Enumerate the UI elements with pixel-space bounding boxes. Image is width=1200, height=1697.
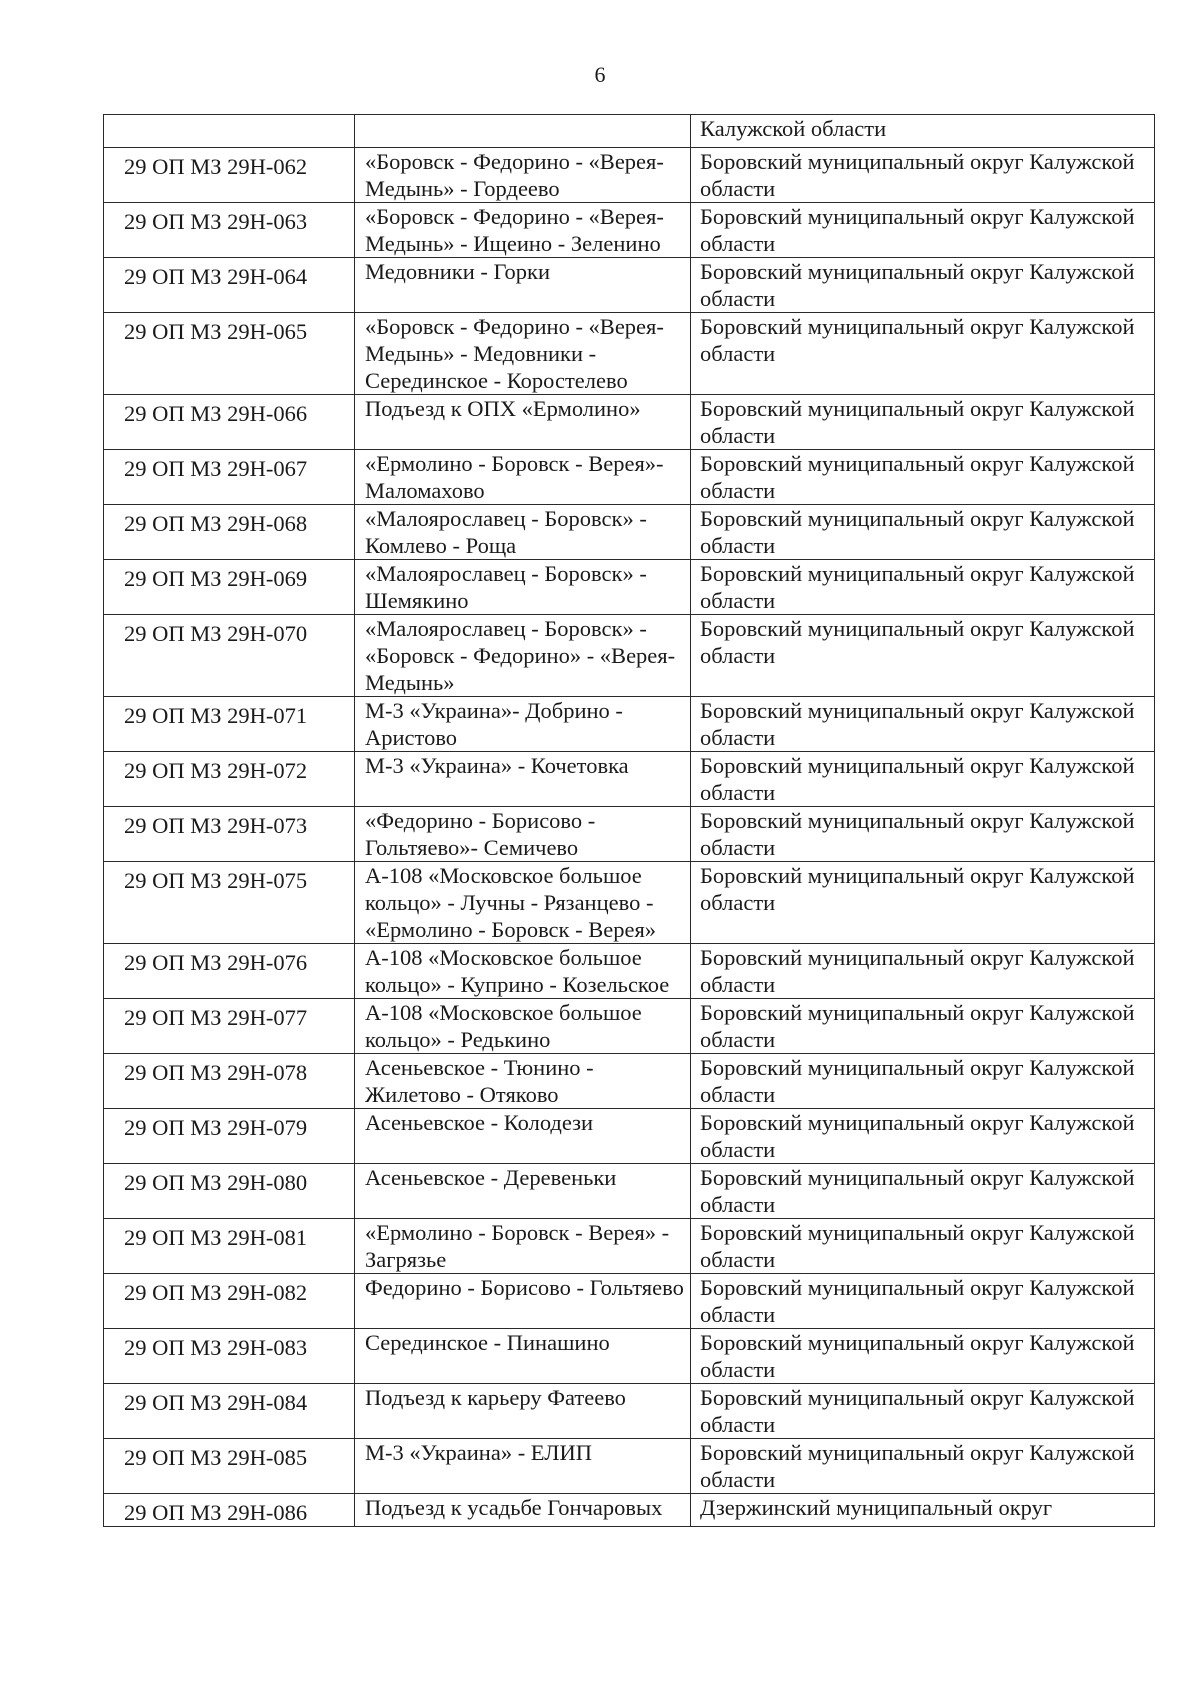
table-row: [104, 203, 1155, 258]
table-row: [104, 697, 1155, 752]
table-row: [104, 115, 1155, 148]
road-district-cell: Боровский муниципальный округ Калужской области: [691, 450, 1155, 505]
page-number: 6: [594, 62, 606, 87]
road-name-cell: «Боровск - Федорино - «Верея-Медынь» - Медовники - Серединское - Коростелево: [355, 313, 691, 395]
table-row: [104, 560, 1155, 615]
road-name-cell: «Ермолино - Боровск - Верея»-Маломахово: [355, 450, 691, 505]
road-name-cell: «Малоярославец - Боровск» - Комлево - Роща: [355, 505, 691, 560]
table-row: [104, 258, 1155, 313]
table-row: [104, 807, 1155, 862]
road-district-cell: Боровский муниципальный округ Калужской области: [691, 395, 1155, 450]
road-district-cell: Боровский муниципальный округ Калужской области: [691, 505, 1155, 560]
road-code-cell: 29 ОП МЗ 29Н-066: [104, 395, 355, 450]
road-district-cell: Боровский муниципальный округ Калужской области: [691, 560, 1155, 615]
road-district-cell: Боровский муниципальный округ Калужской области: [691, 1219, 1155, 1274]
table-row: [104, 752, 1155, 807]
road-name-cell: «Федорино - Борисово - Гольтяево»- Семичево: [355, 807, 691, 862]
road-code-cell: 29 ОП МЗ 29Н-072: [104, 752, 355, 807]
road-name-cell: Федорино - Борисово - Гольтяево: [355, 1274, 691, 1329]
road-name-cell: Асеньевское - Деревеньки: [355, 1164, 691, 1219]
road-name-cell: А-108 «Московское большое кольцо» - Лучны - Рязанцево - «Ермолино - Боровск - Верея»: [355, 862, 691, 944]
road-district-cell: Боровский муниципальный округ Калужской области: [691, 944, 1155, 999]
road-name-cell: «Малоярославец - Боровск» - Шемякино: [355, 560, 691, 615]
road-name-cell: [355, 115, 691, 148]
road-code-cell: 29 ОП МЗ 29Н-086: [104, 1494, 355, 1527]
road-code-cell: 29 ОП МЗ 29Н-078: [104, 1054, 355, 1109]
road-code-cell: [104, 115, 355, 148]
road-name-cell: М-3 «Украина»- Добрино - Аристово: [355, 697, 691, 752]
road-code-cell: 29 ОП МЗ 29Н-076: [104, 944, 355, 999]
road-code-cell: 29 ОП МЗ 29Н-068: [104, 505, 355, 560]
road-code-cell: 29 ОП МЗ 29Н-083: [104, 1329, 355, 1384]
road-name-cell: Подъезд к ОПХ «Ермолино»: [355, 395, 691, 450]
road-code-cell: 29 ОП МЗ 29Н-080: [104, 1164, 355, 1219]
road-district-cell: Боровский муниципальный округ Калужской области: [691, 1329, 1155, 1384]
road-code-cell: 29 ОП МЗ 29Н-077: [104, 999, 355, 1054]
road-name-cell: Подъезд к карьеру Фатеево: [355, 1384, 691, 1439]
road-code-cell: 29 ОП МЗ 29Н-071: [104, 697, 355, 752]
roads-table-body: [104, 115, 1155, 1527]
road-code-cell: 29 ОП МЗ 29Н-065: [104, 313, 355, 395]
road-district-cell: Боровский муниципальный округ Калужской области: [691, 1164, 1155, 1219]
table-row: [104, 313, 1155, 395]
road-name-cell: А-108 «Московское большое кольцо» - Куприно - Козельское: [355, 944, 691, 999]
road-district-cell: Боровский муниципальный округ Калужской области: [691, 1274, 1155, 1329]
road-district-cell: Боровский муниципальный округ Калужской области: [691, 862, 1155, 944]
table-row: [104, 1384, 1155, 1439]
table-row: [104, 450, 1155, 505]
road-district-cell: Калужской области: [691, 115, 1155, 148]
road-district-cell: Боровский муниципальный округ Калужской области: [691, 999, 1155, 1054]
roads-table: [103, 114, 1155, 1527]
road-code-cell: 29 ОП МЗ 29Н-062: [104, 148, 355, 203]
road-name-cell: М-3 «Украина» - ЕЛИП: [355, 1439, 691, 1494]
road-code-cell: 29 ОП МЗ 29Н-079: [104, 1109, 355, 1164]
table-row: [104, 395, 1155, 450]
table-row: [104, 148, 1155, 203]
table-row: [104, 1109, 1155, 1164]
table-row: [104, 1439, 1155, 1494]
road-name-cell: Асеньевское - Колодези: [355, 1109, 691, 1164]
table-row: [104, 1274, 1155, 1329]
road-name-cell: Асеньевское - Тюнино - Жилетово - Отяково: [355, 1054, 691, 1109]
road-district-cell: Боровский муниципальный округ Калужской области: [691, 807, 1155, 862]
table-row: [104, 862, 1155, 944]
road-district-cell: Боровский муниципальный округ Калужской области: [691, 615, 1155, 697]
road-district-cell: Боровский муниципальный округ Калужской области: [691, 752, 1155, 807]
road-district-cell: Боровский муниципальный округ Калужской области: [691, 258, 1155, 313]
road-district-cell: Боровский муниципальный округ Калужской области: [691, 1384, 1155, 1439]
road-district-cell: Боровский муниципальный округ Калужской области: [691, 1439, 1155, 1494]
road-name-cell: «Ермолино - Боровск - Верея» - Загрязье: [355, 1219, 691, 1274]
road-code-cell: 29 ОП МЗ 29Н-063: [104, 203, 355, 258]
road-name-cell: А-108 «Московское большое кольцо» - Редькино: [355, 999, 691, 1054]
table-row: [104, 1494, 1155, 1527]
table-row: [104, 1219, 1155, 1274]
table-row: [104, 505, 1155, 560]
table-row: [104, 944, 1155, 999]
road-code-cell: 29 ОП МЗ 29Н-064: [104, 258, 355, 313]
road-code-cell: 29 ОП МЗ 29Н-084: [104, 1384, 355, 1439]
road-district-cell: Боровский муниципальный округ Калужской области: [691, 313, 1155, 395]
road-district-cell: Дзержинский муниципальный округ: [691, 1494, 1155, 1527]
table-row: [104, 1164, 1155, 1219]
road-name-cell: М-3 «Украина» - Кочетовка: [355, 752, 691, 807]
road-district-cell: Боровский муниципальный округ Калужской области: [691, 148, 1155, 203]
road-name-cell: «Малоярославец - Боровск» - «Боровск - Федорино» - «Верея-Медынь»: [355, 615, 691, 697]
road-code-cell: 29 ОП МЗ 29Н-069: [104, 560, 355, 615]
table-row: [104, 1054, 1155, 1109]
table-row: [104, 999, 1155, 1054]
road-code-cell: 29 ОП МЗ 29Н-073: [104, 807, 355, 862]
table-row: [104, 615, 1155, 697]
road-district-cell: Боровский муниципальный округ Калужской области: [691, 203, 1155, 258]
table-row: [104, 1329, 1155, 1384]
road-code-cell: 29 ОП МЗ 29Н-070: [104, 615, 355, 697]
road-name-cell: Медовники - Горки: [355, 258, 691, 313]
road-district-cell: Боровский муниципальный округ Калужской области: [691, 1054, 1155, 1109]
road-code-cell: 29 ОП МЗ 29Н-081: [104, 1219, 355, 1274]
road-code-cell: 29 ОП МЗ 29Н-075: [104, 862, 355, 944]
road-name-cell: Серединское - Пинашино: [355, 1329, 691, 1384]
road-name-cell: «Боровск - Федорино - «Верея-Медынь» - Ищеино - Зеленино: [355, 203, 691, 258]
road-name-cell: Подъезд к усадьбе Гончаровых: [355, 1494, 691, 1527]
road-district-cell: Боровский муниципальный округ Калужской области: [691, 697, 1155, 752]
road-code-cell: 29 ОП МЗ 29Н-085: [104, 1439, 355, 1494]
road-code-cell: 29 ОП МЗ 29Н-082: [104, 1274, 355, 1329]
road-name-cell: «Боровск - Федорино - «Верея-Медынь» - Гордеево: [355, 148, 691, 203]
road-district-cell: Боровский муниципальный округ Калужской области: [691, 1109, 1155, 1164]
road-code-cell: 29 ОП МЗ 29Н-067: [104, 450, 355, 505]
